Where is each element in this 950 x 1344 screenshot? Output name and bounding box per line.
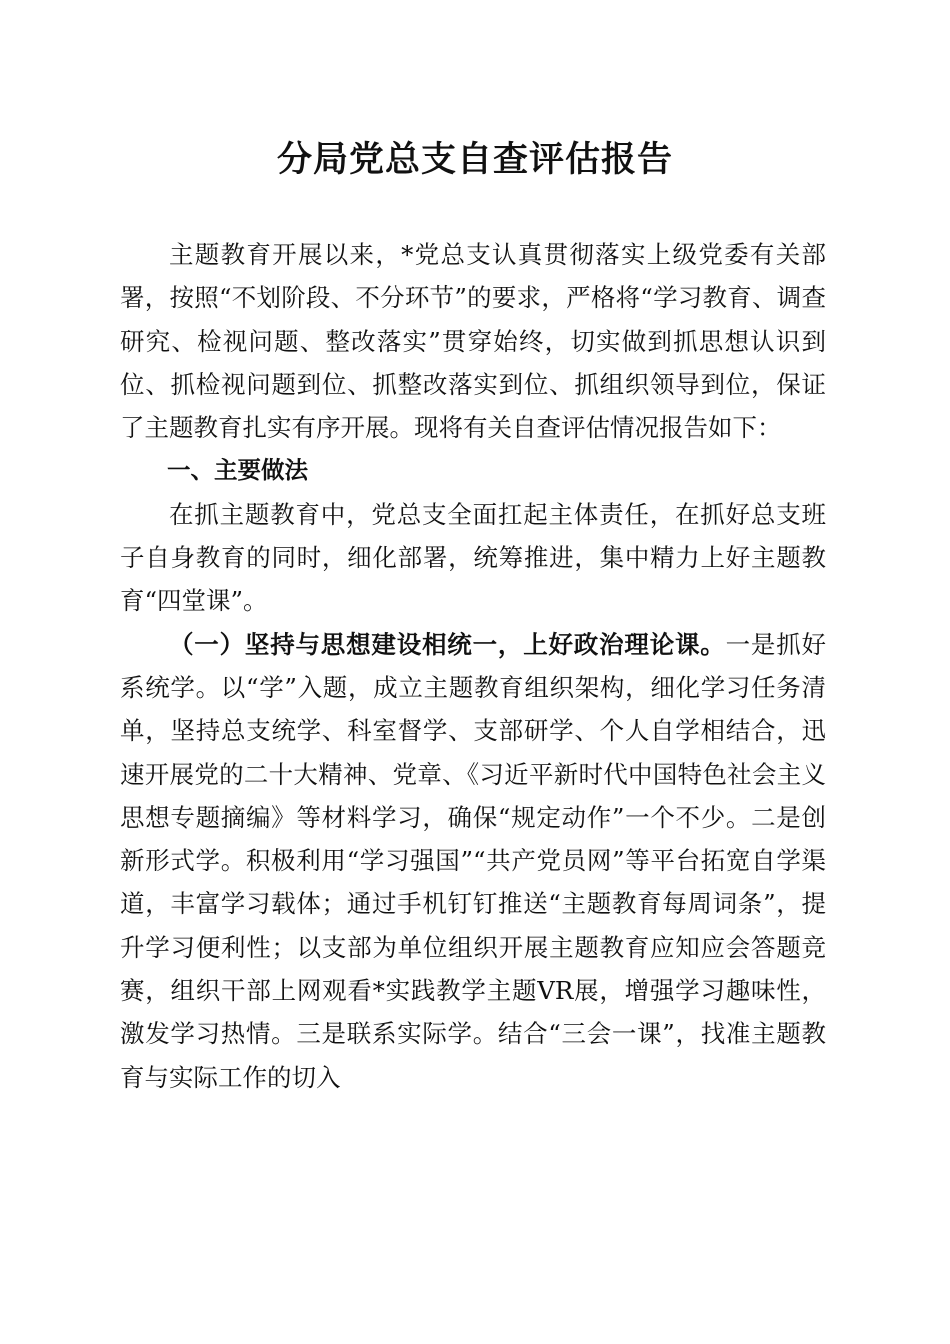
subsection-heading: （一）坚持与思想建设相统一，上好政治理论课。 xyxy=(169,629,726,659)
section-paragraph: 在抓主题教育中，党总支全面扛起主体责任，在抓好总支班子自身教育的同时，细化部署，统筹推进，集中精力上好主题教育“四堂课”。 xyxy=(120,499,826,616)
document-title: 分局党总支自查评估报告 xyxy=(276,139,673,180)
document-body xyxy=(120,233,826,1099)
subsection-paragraph xyxy=(120,623,826,1099)
intro-paragraph: 主题教育开展以来，*党总支认真贯彻落实上级党委有关部署，按照“不划阶段、不分环节”的要求，严格将“学习教育、调查研究、检视问题、整改落实”贯穿始终，切实做到抓思想认识到位、抓检视问题到位、抓整改落实到位、抓组织领导到位，保证了主题教育扎实有序开展。现将有关自查评估情况报告如下： xyxy=(120,240,826,443)
section-heading: 一、主要做法 xyxy=(167,456,308,485)
subsection-body: 一是抓好系统学。以“学”入题，成立主题教育组织架构，细化学习任务清单，坚持总支统学、科室督学、支部研学、个人自学相结合，迅速开展党的二十大精神、党章、《习近平新时代中国特色社会主义思想专题摘编》等材料学习，确保“规定动作”一个不少。二是创新形式学。积极利用“学习强国”“共产党员网”等平台拓宽自学渠道，丰富学习载体；通过手机钉钉推送“主题教育每周词条”，提升学习便利性；以支部为单位组织开展主题教育应知应会答题竞赛，组织干部上网观看*实践教学主题VR展，增强学习趣味性，激发学习热情。三是联系实际学。结合“三会一课”，找准主题教育与实际工作的切入 xyxy=(120,629,827,1092)
